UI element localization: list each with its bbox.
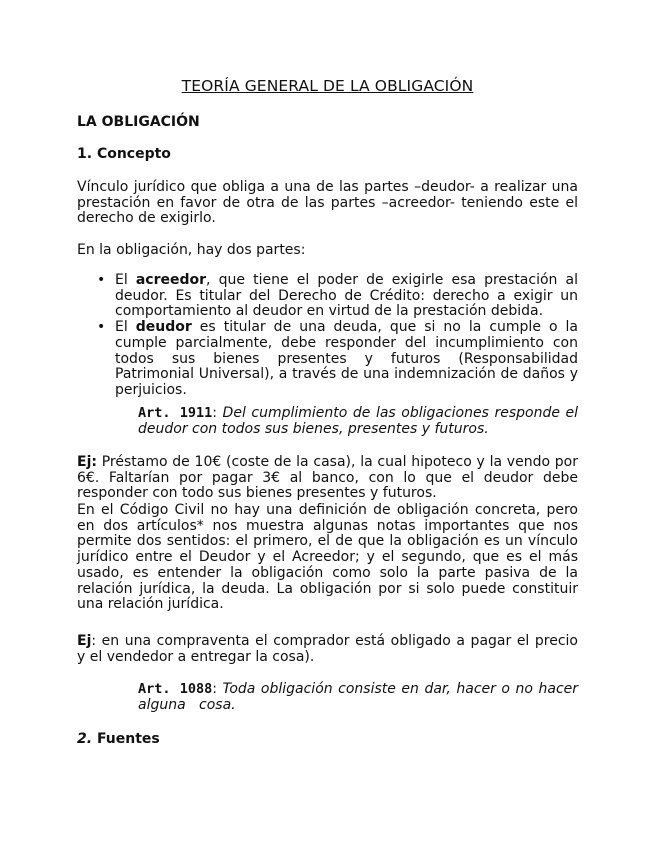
article-1088-quote [138,681,583,713]
list-item-acreedor [77,273,578,320]
bullet-icon: • [97,272,106,288]
subsection-label: Fuentes [96,731,160,747]
term-deudor: deudor [135,319,192,336]
article-1911-quote [138,406,578,437]
intro-paragraph: Vínculo jurídico que obliga a una de las partes –deudor- a realizar una prestación en favor de otra de las partes –acreedor- teniendo este el derecho de exigirlo. [77,179,578,227]
example-label: Ej: [77,454,97,470]
term-acreedor: acreedor [135,272,207,288]
subsection-number: 1. [77,146,93,162]
subsection-fuentes-heading [77,731,160,747]
bullet-icon: • [97,319,106,336]
bullet-prefix: El [115,319,136,336]
list-item-deudor [77,320,578,399]
article-text: Del cumplimiento de las obligaciones responde el deudor con todos sus bienes, presentes y futuros. [138,405,579,437]
article-separator: : [212,405,223,421]
article-label: Art. 1088 [138,681,213,697]
bullet-text: es titular de una deuda, que si no la cumple o la cumple parcialmente, debe responder del incumplimiento con todos sus bienes presentes y futuros (Responsabilidad Patrimonial Universal), a través de una indemnización de daños y perjuicios. [115,319,578,398]
civil-code-paragraph: En el Código Civil no hay una definición de obligación concreta, pero en dos artículos* nos muestra algunas notas importantes que nos permite dos sentidos: el primero, el de que la obligación es un vínculo jurídico entre el Deudor y el Acreedor; y el segundo, que es el más usado, es entender la obligación como solo la parte pasiva de la relación jurídica, la deuda. La obligación por si solo puede constituir una relación jurídica. [77,502,578,613]
bullet-prefix: El [115,272,136,288]
parties-list [77,273,578,399]
section-heading: LA OBLIGACIÓN [77,114,200,130]
article-text: Toda obligación consiste en dar, hacer o no hacer alguna cosa. [138,681,583,713]
example-1 [77,455,578,502]
example-label: Ej [77,633,92,649]
example-2 [77,634,578,665]
article-label: Art. 1911 [138,405,213,421]
article-separator: : [212,681,223,697]
example-text: Préstamo de 10€ (coste de la casa), la cual hipoteco y la vendo por 6€. Faltarían por pagar 3€ al banco, con lo que el deudor debe responder con todo sus bienes presentes y futuros. [77,454,578,502]
example-text: : en una compraventa el comprador está obligado a pagar el precio y el vendedor a entregar la cosa). [77,633,578,665]
subsection-concepto-heading [77,146,171,162]
parties-intro: En la obligación, hay dos partes: [77,242,306,258]
subsection-number: 2. [77,731,93,747]
subsection-label: Concepto [96,146,171,162]
document-title: TEORÍA GENERAL DE LA OBLIGACIÓN [181,77,474,95]
bullet-text: , que tiene el poder de exigirle esa prestación al deudor. Es titular del Derecho de Crédito: derecho a exigir un comportamiento al deudor en virtud de la prestación debida. [115,272,578,320]
